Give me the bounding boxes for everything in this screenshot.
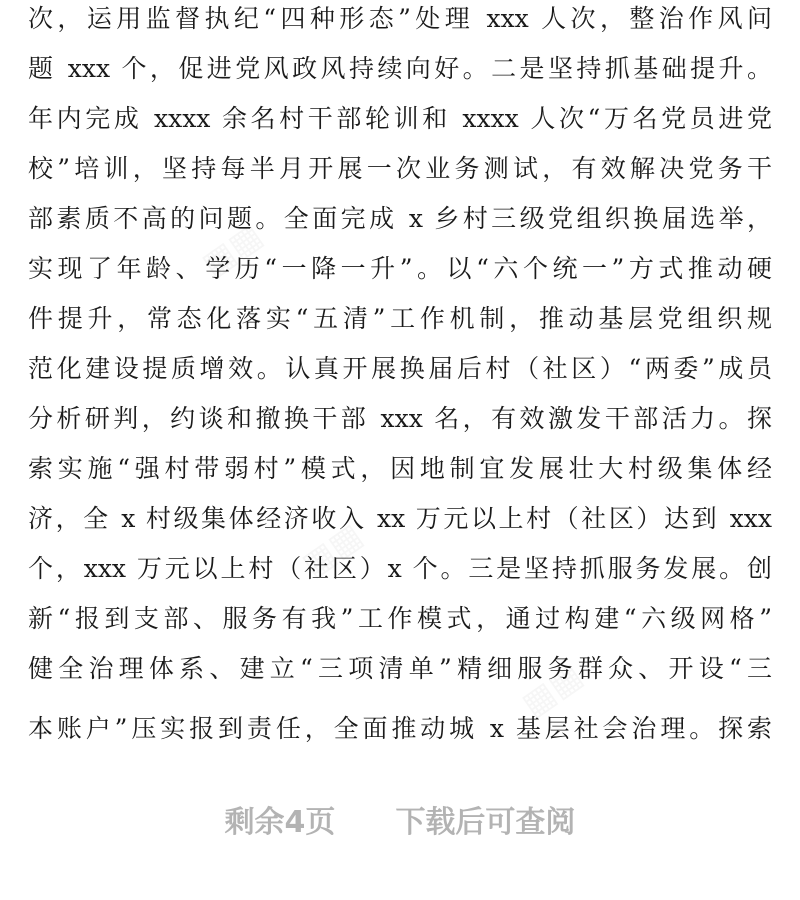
text-line-12: 个，xxx 万元以上村（社区）x 个。三是坚持抓服务发展。创 (28, 554, 772, 583)
text-line-4: 校”培训，坚持每半月开展一次业务测试，有效解决党务干 (28, 154, 772, 183)
text-line-3: 年内完成 xxxx 余名村干部轮训和 xxxx 人次“万名党员进党 (28, 104, 772, 133)
text-line-1: 次，运用监督执纪“四种形态”处理 xxx 人次，整治作风问 (28, 4, 772, 33)
download-hint-label: 下载后可查阅 (395, 805, 576, 840)
text-line-9: 分析研判，约谈和撤换干部 xxx 名，有效激发干部活力。探 (28, 404, 772, 433)
text-line-5: 部素质不高的问题。全面完成 x 乡村三级党组织换届选举， (28, 204, 772, 233)
text-line-2: 题 xxx 个，促进党风政风持续向好。二是坚持抓基础提升。 (28, 54, 772, 83)
text-line-13: 新“报到支部、服务有我”工作模式，通过构建“六级网格” (28, 604, 772, 633)
text-line-6: 实现了年龄、学历“一降一升”。以“六个统一”方式推动硬 (28, 254, 772, 283)
remaining-pages-label: 剩余4页 (224, 805, 336, 840)
text-line-14: 健全治理体系、建立“三项清单”精细服务群众、开设“三 (28, 654, 772, 683)
text-line-7: 件提升，常态化落实“五清”工作机制，推动基层党组织规 (28, 304, 772, 333)
text-line-11: 济，全 x 村级集体经济收入 xx 万元以上村（社区）达到 xxx (28, 504, 772, 533)
text-line-8: 范化建设提质增效。认真开展换届后村（社区）“两委”成员 (28, 354, 772, 383)
download-prompt[interactable] (0, 795, 800, 851)
text-line-15: 本账户”压实报到责任，全面推动城 x 基层社会治理。探索 (28, 714, 772, 743)
text-line-10: 索实施“强村带弱村”模式，因地制宜发展壮大村级集体经 (28, 454, 772, 483)
